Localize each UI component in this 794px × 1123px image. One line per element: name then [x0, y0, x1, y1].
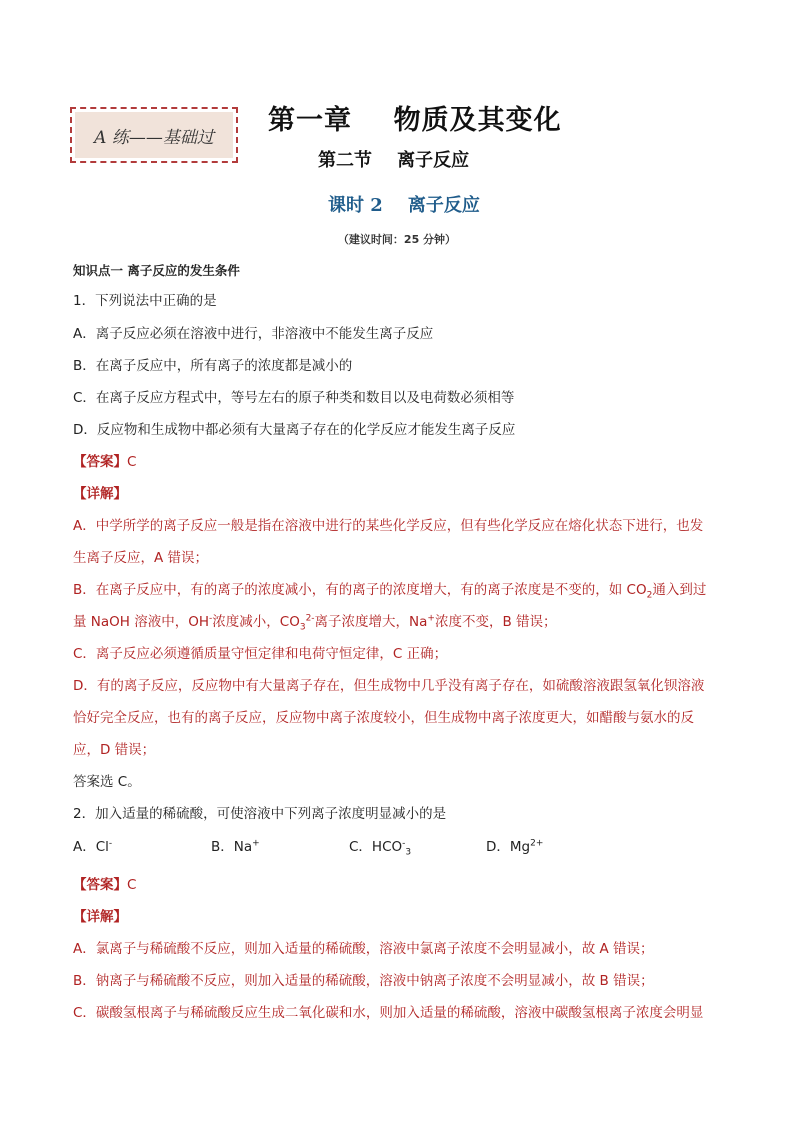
q2-detail-line: B．钠离子与稀硫酸不反应，则加入适量的稀硫酸，溶液中钠离子浓度不会明显减小，故 B 错误；	[73, 973, 654, 989]
text-run: 离子浓度增大，Na	[314, 614, 428, 630]
superscript: -	[209, 613, 213, 624]
subscript: 3	[299, 622, 306, 633]
text-run: 量 NaOH 溶液中，OH	[73, 614, 210, 630]
text-run: D．Mg	[486, 839, 531, 855]
q1-detail-line: A．中学所学的离子反应一般是指在溶液中进行的某些化学反应，但有些化学反应在熔化状态下进行，也发	[73, 518, 704, 534]
q1-detail-line: 恰好完全反应，也有的离子反应，反应物中离子浓度较小，但生成物中离子浓度更大，如醋酸与氨水的反	[73, 710, 694, 726]
q2-answer	[73, 876, 136, 894]
superscript: +	[427, 613, 435, 624]
answer-value: C	[127, 454, 137, 470]
section-title: 第二节 离子反应	[318, 150, 470, 171]
practice-badge	[70, 107, 238, 163]
q1-detail-line: 生离子反应，A 错误；	[73, 550, 209, 566]
knowledge-point-heading: 知识点一 离子反应的发生条件	[73, 263, 240, 278]
lesson-title: 课时 2 离子反应	[328, 195, 480, 216]
q1-option-d: D．反应物和生成物中都必须有大量离子存在的化学反应才能发生离子反应	[73, 422, 516, 438]
text-run: A．Cl	[73, 839, 109, 855]
subscript: 3	[405, 847, 412, 858]
q2-stem: 2．加入适量的稀硫酸，可使溶液中下列离子浓度明显减小的是	[73, 806, 447, 822]
superscript: 2-	[305, 613, 315, 624]
q2-detail-line: A．氯离子与稀硫酸不反应，则加入适量的稀硫酸，溶液中氯离子浓度不会明显减小，故 A 错误；	[73, 941, 654, 957]
superscript: -	[108, 838, 113, 849]
q1-detail-line: C．离子反应必须遵循质量守恒定律和电荷守恒定律，C 正确；	[73, 646, 448, 662]
chapter-title: 第一章 物质及其变化	[268, 105, 562, 136]
answer-label: 【答案】	[73, 454, 127, 470]
q2-detail-line: C．碳酸氢根离子与稀硫酸反应生成二氧化碳和水，则加入适量的稀硫酸，溶液中碳酸氢根离子浓度会明显	[73, 1005, 704, 1021]
badge-label: A 练——基础过	[75, 112, 233, 158]
subscript: 2	[646, 590, 653, 601]
q1-answer	[73, 453, 136, 471]
q1-detail-line	[73, 613, 557, 631]
q1-detail-line: D．有的离子反应，反应物中有大量离子存在，但生成物中几乎没有离子存在，如硫酸溶液跟氢氧化钡溶液	[73, 678, 705, 694]
q2-detail-label: 【详解】	[73, 909, 127, 925]
text-run: 通入到过	[652, 582, 707, 598]
text-run: 浓度减小，CO	[212, 614, 300, 630]
q2-option-a	[73, 838, 112, 856]
superscript: +	[252, 838, 260, 849]
q2-option-d	[486, 838, 543, 856]
text-run: 浓度不变，B 错误；	[434, 614, 557, 630]
q1-stem: 1．下列说法中正确的是	[73, 293, 217, 309]
answer-value: C	[127, 877, 137, 893]
superscript: 2+	[530, 838, 544, 849]
q2-option-b	[211, 838, 260, 856]
text-run: C．HCO	[349, 839, 403, 855]
text-run: B．在离子反应中，有的离子的浓度减小，有的离子的浓度增大，有的离子浓度是不变的，如 CO	[73, 582, 647, 598]
q1-detail-label: 【详解】	[73, 486, 127, 502]
q1-option-a: A．离子反应必须在溶液中进行，非溶液中不能发生离子反应	[73, 326, 434, 342]
q1-conclusion: 答案选 C。	[73, 774, 141, 790]
q1-detail-line: 应，D 错误；	[73, 742, 156, 758]
q1-detail-line	[73, 581, 706, 599]
q2-option-c	[349, 838, 411, 856]
answer-label: 【答案】	[73, 877, 127, 893]
text-run: B．Na	[211, 839, 253, 855]
q1-option-b: B．在离子反应中，所有离子的浓度都是减小的	[73, 358, 353, 374]
suggested-time: （建议时间：25 分钟）	[337, 233, 457, 246]
superscript: -	[402, 838, 406, 849]
q1-option-c: C．在离子反应方程式中，等号左右的原子种类和数目以及电荷数必须相等	[73, 390, 515, 406]
